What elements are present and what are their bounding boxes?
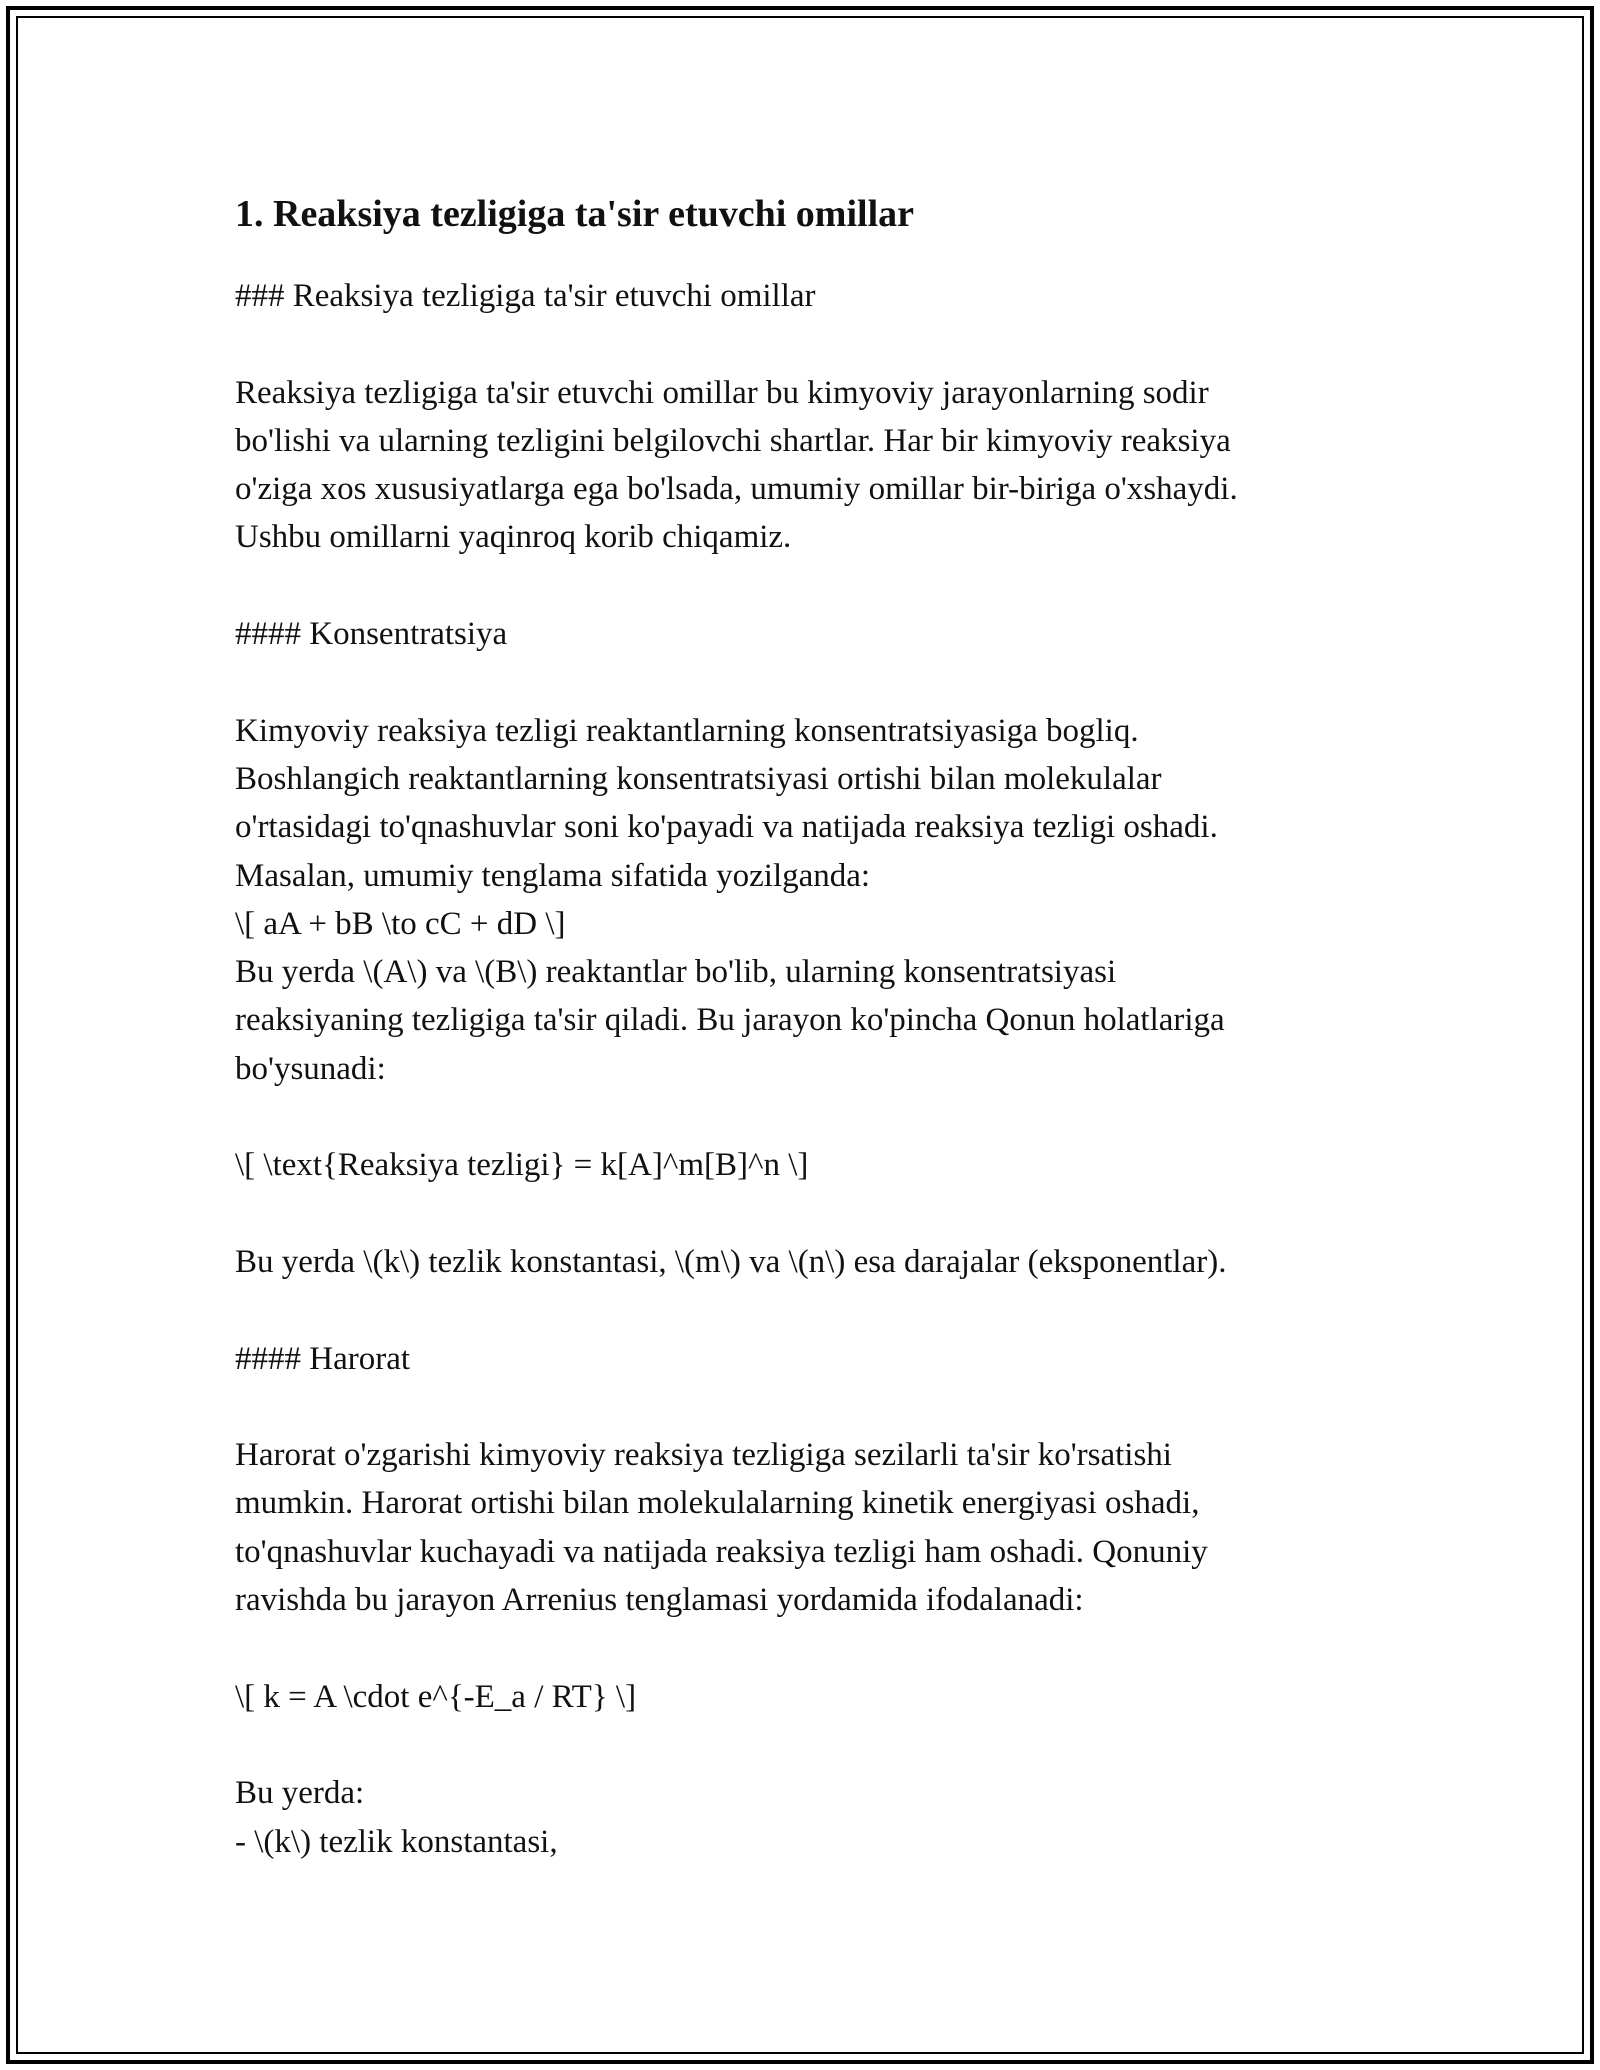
blank-line — [235, 320, 1375, 368]
blank-line — [235, 1286, 1375, 1334]
section-heading-line: #### Harorat — [235, 1340, 411, 1377]
text-line: Bu yerda \(A\) va \(B\) reaktantlar bo'lib, ularning konsentratsiyasi — [235, 954, 1117, 991]
text-line: \[ \text{Reaksiya tezligi} = k[A]^m[B]^n \] — [235, 1147, 809, 1184]
text-line: Reaksiya tezligiga ta'sir etuvchi omillar bu kimyoviy jarayonlarning sodir — [235, 374, 1209, 411]
document-text — [235, 272, 1375, 1866]
text-line: reaksiyaning tezligiga ta'sir qiladi. Bu jarayon ko'pincha Qonun holatlariga — [235, 1002, 1225, 1039]
text-line: Masalan, umumiy tenglama sifatida yozilganda: — [235, 857, 871, 894]
blank-line — [235, 562, 1375, 610]
text-line: bo'lishi va ularning tezligini belgilovchi shartlar. Har bir kimyoviy reaksiya — [235, 422, 1231, 459]
blank-line — [235, 658, 1375, 706]
blank-line — [235, 1190, 1375, 1238]
blank-line — [235, 1093, 1375, 1141]
text-line: Ushbu omillarni yaqinroq korib chiqamiz. — [235, 519, 792, 556]
blank-line — [235, 1383, 1375, 1431]
text-line: mumkin. Harorat ortishi bilan molekulalarning kinetik energiyasi oshadi, — [235, 1485, 1200, 1522]
text-line: \[ aA + bB \to cC + dD \] — [235, 905, 566, 942]
blank-line — [235, 1624, 1375, 1672]
text-line: o'rtasidagi to'qnashuvlar soni ko'payadi va natijada reaksiya tezligi oshadi. — [235, 809, 1218, 846]
text-line: to'qnashuvlar kuchayadi va natijada reaksiya tezligi ham oshadi. Qonuniy — [235, 1533, 1208, 1570]
text-line: Boshlangich reaktantlarning konsentratsiyasi ortishi bilan molekulalar — [235, 760, 1162, 797]
text-line: bo'ysunadi: — [235, 1050, 386, 1087]
text-line: Bu yerda \(k\) tezlik konstantasi, \(m\) va \(n\) esa darajalar (eksponentlar). — [235, 1243, 1227, 1280]
blank-line — [235, 1721, 1375, 1769]
text-line: - \(k\) tezlik konstantasi, — [235, 1823, 558, 1860]
section-heading-line: ### Reaksiya tezligiga ta'sir etuvchi omillar — [235, 278, 816, 314]
text-line: Kimyoviy reaksiya tezligi reaktantlarning konsentratsiyasiga bogliq. — [235, 712, 1139, 749]
text-line: Bu yerda: — [235, 1775, 365, 1812]
text-line: Harorat o'zgarishi kimyoviy reaksiya tezligiga sezilarli ta'sir ko'rsatishi — [235, 1437, 1172, 1474]
text-line: \[ k = A \cdot e^{-E_a / RT} \] — [235, 1678, 637, 1715]
text-line: ravishda bu jarayon Arrenius tenglamasi yordamida ifodalanadi: — [235, 1582, 1084, 1619]
section-heading-line: #### Konsentratsiya — [235, 616, 508, 653]
document-body — [235, 188, 1375, 1866]
text-line: o'ziga xos xususiyatlarga ega bo'lsada, umumiy omillar bir-biriga o'xshaydi. — [235, 471, 1238, 508]
document-title: 1. Reaksiya tezligiga ta'sir etuvchi omillar — [235, 193, 914, 235]
